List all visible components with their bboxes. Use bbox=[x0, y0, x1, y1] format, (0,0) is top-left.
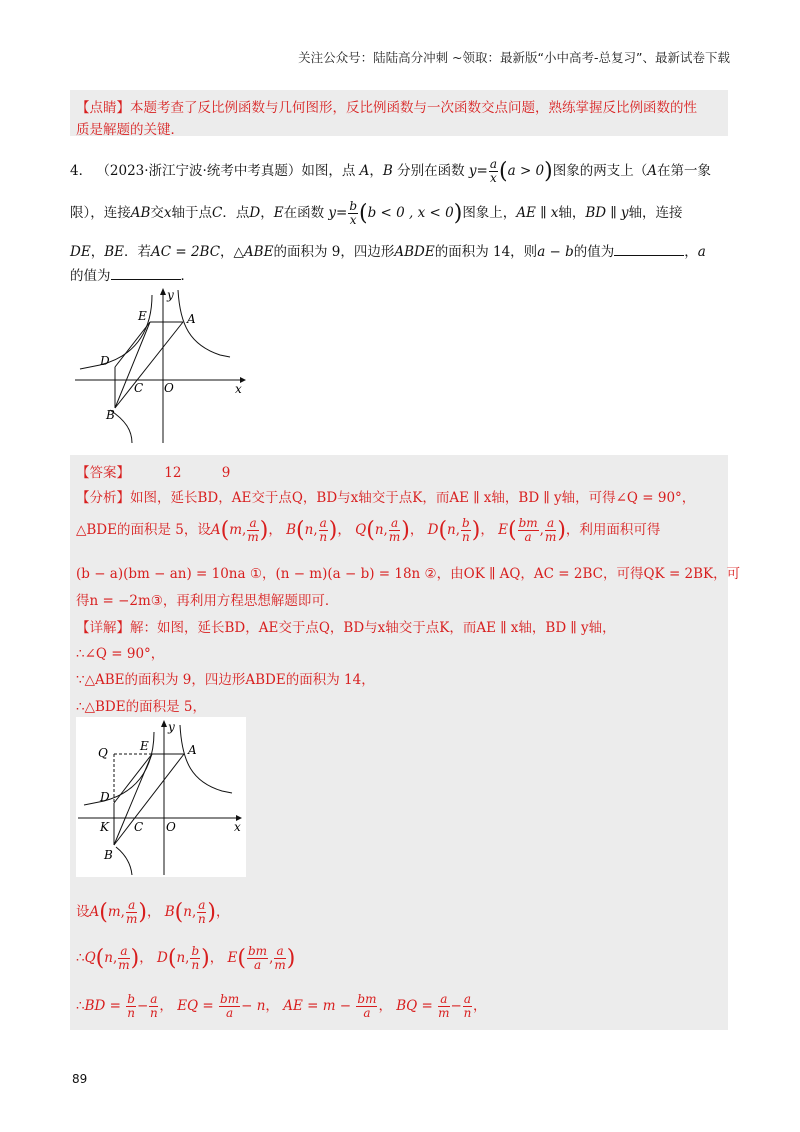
dianjing-text-1: 本题考查了反比例函数与几何图形，反比例函数与一次函数交点问题，熟练掌握反比例函数的性 bbox=[130, 100, 697, 116]
frac-den: n bbox=[197, 912, 206, 926]
m-text: , bbox=[455, 522, 461, 538]
frac-num: b bbox=[349, 199, 358, 213]
label-a: A bbox=[187, 312, 196, 326]
analysis-line-4: 得n = −2m③，再利用方程思想解题即可． bbox=[76, 593, 339, 609]
m-text: , bbox=[191, 904, 197, 920]
label-e: E bbox=[138, 309, 147, 323]
curve-b-branch bbox=[80, 295, 152, 369]
solution-box bbox=[70, 455, 741, 1030]
m-var: D bbox=[427, 522, 439, 538]
label-a: A bbox=[188, 743, 197, 757]
frac-den: n bbox=[191, 958, 200, 972]
frac-a-m bbox=[545, 517, 556, 544]
q-text: 轴， bbox=[558, 205, 586, 221]
q-text: 的值为 bbox=[70, 268, 111, 284]
frac-num: bm bbox=[248, 944, 268, 958]
frac-a-n bbox=[149, 993, 158, 1020]
q-var: C bbox=[212, 205, 223, 221]
frac-den: m bbox=[438, 1006, 450, 1020]
analysis-text-1: 如图，延长BD，AE交于点Q，BD与x轴交于点K，而AE ∥ x轴，BD ∥ y轴，可得∠Q = 90°， bbox=[130, 490, 696, 506]
m-var: Q bbox=[355, 522, 367, 538]
frac-a-n bbox=[319, 517, 328, 544]
label-y: y bbox=[167, 288, 174, 302]
frac-num: bm bbox=[220, 992, 240, 1006]
label-c: C bbox=[134, 820, 144, 834]
m-var: BQ = bbox=[396, 998, 433, 1014]
frac-num: a bbox=[545, 517, 556, 531]
q-text: = bbox=[476, 163, 488, 179]
m-var: n bbox=[176, 950, 186, 966]
q-text: 的值为 bbox=[573, 244, 615, 260]
label-b: B bbox=[104, 848, 113, 862]
q-text: ， bbox=[684, 244, 698, 260]
m-text: − bbox=[450, 998, 462, 1014]
curve-a-branch bbox=[178, 290, 230, 357]
q-var: E bbox=[273, 205, 284, 221]
question-line-1: 4． （2023·浙江宁波·统考中考真题）如图，点 A，B 分别在函数 y= $\frac{a}{x}$ (a > 0)图象的两支上（A在第一象 bbox=[70, 157, 711, 185]
m-var: m bbox=[229, 522, 243, 538]
m-text: , bbox=[383, 522, 388, 538]
q-var: a bbox=[697, 244, 706, 260]
m-text: , bbox=[269, 950, 274, 966]
q-var: BD ∥ y bbox=[585, 205, 629, 221]
m-var: AE = m − bbox=[283, 998, 352, 1014]
frac-num: bm bbox=[518, 516, 538, 530]
question-line-3 bbox=[70, 240, 706, 260]
question-number: 4． bbox=[70, 163, 93, 179]
frac-bm-a bbox=[247, 945, 268, 972]
answer-label: 【答案】 bbox=[76, 465, 130, 481]
dianjing-label: 【点睛】 bbox=[76, 100, 130, 116]
q-var: DE bbox=[70, 244, 91, 260]
m-var: D bbox=[157, 950, 168, 966]
label-o: O bbox=[166, 820, 176, 834]
m-var: BD = bbox=[84, 998, 121, 1014]
q-var: A bbox=[647, 163, 657, 179]
question-line-4 bbox=[70, 264, 194, 284]
curve-a-lower bbox=[116, 847, 132, 875]
answer-value-2: 9 bbox=[221, 465, 231, 481]
q-text: ， bbox=[220, 244, 234, 260]
m-text: , bbox=[120, 904, 125, 920]
detail-set-line: 设A(m, $\frac{a}{m}$ )， B(n, $\frac{a}{n}$ )， bbox=[76, 898, 230, 926]
q-text: 分别在函数 bbox=[397, 163, 465, 179]
frac-num: b bbox=[462, 516, 470, 530]
frac-num: a bbox=[463, 992, 472, 1006]
m-text: − bbox=[136, 998, 149, 1014]
frac-a-m bbox=[389, 517, 400, 544]
frac-den: x bbox=[349, 213, 357, 227]
m-var: E bbox=[227, 950, 238, 966]
m-var: A bbox=[210, 522, 221, 538]
frac-num: a bbox=[247, 517, 258, 531]
m-text: ∴ bbox=[76, 998, 85, 1014]
condition: a > 0 bbox=[507, 163, 545, 179]
m-var: n bbox=[183, 904, 192, 920]
frac-num: a bbox=[126, 899, 137, 913]
question-source: （2023·浙江宁波·统考中考真题） bbox=[96, 163, 302, 179]
label-x: x bbox=[234, 820, 241, 834]
detail-line-4: ∴△BDE的面积是 5， bbox=[76, 699, 206, 715]
m-text: , bbox=[112, 950, 118, 966]
y-arrow bbox=[161, 720, 167, 727]
frac-den: m bbox=[247, 530, 259, 544]
q-var: a − b bbox=[537, 244, 574, 260]
answer-blank-1 bbox=[614, 243, 684, 256]
segment-de bbox=[114, 754, 152, 803]
q-var: y bbox=[328, 205, 337, 221]
page-header: 关注公众号：陆陆高分冲刺 ~领取：最新版“小中高考-总复习”、最新试卷下载 bbox=[298, 50, 730, 65]
frac-den: x bbox=[490, 171, 497, 185]
m-text: ， bbox=[268, 522, 282, 538]
frac-bm-a bbox=[518, 517, 539, 544]
segment-ab bbox=[115, 322, 183, 408]
m-text: ， bbox=[146, 904, 161, 920]
frac-b-n bbox=[126, 993, 136, 1020]
m-text: ， bbox=[473, 998, 487, 1014]
frac-den: a bbox=[253, 958, 262, 972]
q-var: AC = 2BC bbox=[150, 244, 221, 260]
m-text: ， bbox=[216, 904, 230, 920]
frac-den: m bbox=[388, 530, 401, 544]
frac-den: m bbox=[125, 912, 138, 926]
label-e: E bbox=[140, 739, 149, 753]
q-var: △ABE bbox=[233, 244, 274, 260]
dianjing-box bbox=[70, 90, 728, 136]
frac-den: n bbox=[462, 530, 470, 544]
m-text: , bbox=[185, 950, 190, 966]
analysis-text-2a: △BDE的面积是 5，设 bbox=[76, 522, 211, 538]
m-var: n bbox=[304, 522, 314, 538]
m-text: , bbox=[313, 522, 318, 538]
frac-a-n bbox=[463, 993, 472, 1020]
frac-num: a bbox=[150, 992, 158, 1006]
frac-b-n bbox=[461, 517, 471, 544]
m-text: ， bbox=[159, 998, 173, 1014]
frac-bm-a bbox=[219, 993, 240, 1020]
fraction-b-over-x bbox=[348, 200, 358, 227]
figure-2 bbox=[76, 717, 246, 877]
q-text: ， bbox=[369, 163, 383, 179]
q-text: ， bbox=[260, 205, 274, 221]
m-text: , bbox=[539, 522, 544, 538]
frac-den: n bbox=[149, 1006, 158, 1020]
frac-den: n bbox=[319, 530, 328, 544]
frac-den: m bbox=[544, 530, 557, 544]
frac-a-m bbox=[118, 945, 129, 972]
q-text: ． bbox=[180, 268, 194, 284]
m-text: , bbox=[242, 522, 247, 538]
label-c: C bbox=[134, 381, 144, 395]
label-y: y bbox=[168, 720, 175, 734]
q-var: AB bbox=[130, 205, 151, 221]
q-text: 轴，连接 bbox=[628, 205, 683, 221]
segment-de bbox=[115, 322, 150, 367]
label-o: O bbox=[164, 381, 174, 395]
q-var: AE ∥ x bbox=[516, 205, 559, 221]
frac-num: b bbox=[191, 944, 200, 958]
m-text: ， bbox=[480, 522, 494, 538]
frac-num: a bbox=[198, 898, 206, 912]
m-text: ， bbox=[378, 998, 392, 1014]
frac-den: m bbox=[118, 958, 130, 972]
frac-den: n bbox=[127, 1006, 135, 1020]
q-text: 如图，点 bbox=[301, 163, 356, 179]
label-k: K bbox=[100, 820, 109, 834]
page-number: 89 bbox=[72, 1072, 88, 1086]
frac-den: n bbox=[463, 1006, 472, 1020]
analysis-line-1 bbox=[76, 486, 695, 506]
frac-a-n bbox=[197, 899, 206, 926]
m-var: EQ = bbox=[177, 998, 214, 1014]
frac-num: a bbox=[274, 945, 285, 959]
frac-num: a bbox=[489, 157, 498, 171]
m-text: ， bbox=[139, 950, 153, 966]
q-var: ABDE bbox=[394, 244, 435, 260]
q-text: 限），连接 bbox=[70, 205, 131, 221]
dianjing-line-1 bbox=[76, 96, 697, 116]
detail-lengths-line bbox=[76, 993, 487, 1020]
m-var: A bbox=[89, 904, 100, 920]
frac-num: bm bbox=[357, 992, 377, 1006]
frac-num: a bbox=[118, 945, 129, 959]
m-var: B bbox=[286, 522, 297, 538]
m-var: n bbox=[374, 522, 384, 538]
label-b: B bbox=[106, 408, 115, 422]
segment-be bbox=[115, 322, 150, 408]
m-text: 设 bbox=[76, 904, 90, 920]
q-text: 在第一象 bbox=[657, 163, 711, 179]
q-text: 的面积为 9，四边形 bbox=[273, 244, 395, 260]
segment-be bbox=[114, 754, 152, 845]
frac-den: m bbox=[274, 958, 286, 972]
q-text: 轴于点 bbox=[171, 205, 213, 221]
analysis-label: 【分析】 bbox=[76, 490, 130, 506]
frac-den: a bbox=[225, 1006, 234, 1020]
figure-1 bbox=[70, 285, 250, 445]
frac-den: a bbox=[363, 1006, 371, 1020]
q-text: 的面积为 14，则 bbox=[434, 244, 538, 260]
dianjing-line-2: 质是解题的关键． bbox=[76, 122, 184, 138]
q-text: 交 bbox=[150, 205, 164, 221]
frac-num: a bbox=[438, 993, 449, 1007]
answer-value-1: 12 bbox=[164, 465, 182, 481]
frac-a-m bbox=[274, 945, 285, 972]
y-arrow bbox=[160, 288, 166, 295]
detail-line-3: ∵△ABE的面积为 9，四边形ABDE的面积为 14， bbox=[76, 672, 375, 688]
frac-b-n bbox=[190, 945, 200, 972]
m-var: B bbox=[164, 904, 175, 920]
detail-text-1: 解：如图，延长BD，AE交于点Q，BD与x轴交于点K，而AE ∥ x轴，BD ∥ y轴， bbox=[130, 620, 616, 636]
m-text: ， bbox=[409, 522, 424, 538]
curve-a-branch bbox=[180, 725, 232, 793]
detail-points-line: ∴Q(n, $\frac{a}{m}$ )， D(n, $\frac{b}{n}$ )， E( $\frac{bm}{a}$ , $\frac{a}{m}$ ) bbox=[76, 944, 296, 972]
q-text: ．点 bbox=[222, 205, 250, 221]
detail-line-1 bbox=[76, 616, 616, 636]
q-text: 图象上， bbox=[462, 205, 517, 221]
q-var: x bbox=[163, 205, 172, 221]
m-text: ， bbox=[337, 522, 351, 538]
m-text: ， bbox=[265, 998, 279, 1014]
frac-a-m bbox=[126, 899, 137, 926]
q-text: 图象的两支上（ bbox=[552, 163, 648, 179]
label-d: D bbox=[100, 790, 110, 804]
question-line-2: 限），连接AB交x轴于点C．点D，E在函数 y= $\frac{b}{x}$ (b < 0 , x < 0)图象上，AE ∥ x轴，BD ∥ y轴，连接 bbox=[70, 199, 683, 227]
frac-a-m bbox=[247, 517, 258, 544]
detail-line-2: ∴∠Q = 90°， bbox=[76, 646, 165, 662]
m-var: m bbox=[107, 904, 121, 920]
analysis-text-2b: ，利用面积可得 bbox=[565, 522, 661, 538]
label-x: x bbox=[235, 382, 242, 396]
m-var: n bbox=[447, 522, 456, 538]
answer-blank-2 bbox=[111, 267, 181, 280]
analysis-line-2: △BDE的面积是 5，设A(m, $\frac{a}{m}$ )， B(n, $\frac{a}{n}$ )， Q(n, $\frac{a}{m}$ )， D(n, $\frac{b}{n}$ )， E( $\frac{bm}{a}$ , $\frac{a}{m}$ )，利用面积可得 bbox=[76, 516, 661, 544]
label-q: Q bbox=[98, 746, 108, 760]
frac-a-m bbox=[438, 993, 449, 1020]
q-var: D bbox=[249, 205, 261, 221]
analysis-line-3: (b − a)(bm − an) = 10na ①，(n − m)(a − b) = 18n ②，由OK ∥ AQ，AC = 2BC，可得QK = 2BK，可 bbox=[76, 566, 741, 582]
label-d: D bbox=[100, 354, 110, 368]
detail-label: 【详解】 bbox=[76, 620, 130, 636]
m-var: E bbox=[498, 522, 508, 538]
answer-line bbox=[76, 461, 230, 481]
frac-num: a bbox=[319, 516, 327, 530]
q-text: 在函数 bbox=[283, 205, 325, 221]
q-var: A bbox=[359, 163, 370, 179]
frac-num: a bbox=[389, 517, 400, 531]
frac-bm-a bbox=[356, 993, 377, 1020]
m-var: n bbox=[104, 950, 113, 966]
q-var: BE bbox=[104, 244, 124, 260]
frac-num: b bbox=[127, 992, 135, 1006]
fraction-a-over-x bbox=[489, 158, 498, 185]
q-text: ．若 bbox=[123, 244, 151, 260]
q-text: ， bbox=[90, 244, 105, 260]
frac-den: a bbox=[524, 530, 532, 544]
condition: b < 0 , x < 0 bbox=[367, 205, 454, 221]
q-var: y bbox=[468, 163, 477, 179]
m-var: − n bbox=[241, 998, 266, 1014]
m-var: Q bbox=[84, 950, 96, 966]
q-var: B bbox=[382, 163, 393, 179]
q-text: = bbox=[336, 205, 348, 221]
m-text: ， bbox=[209, 950, 224, 966]
m-text: ∴ bbox=[76, 950, 85, 966]
